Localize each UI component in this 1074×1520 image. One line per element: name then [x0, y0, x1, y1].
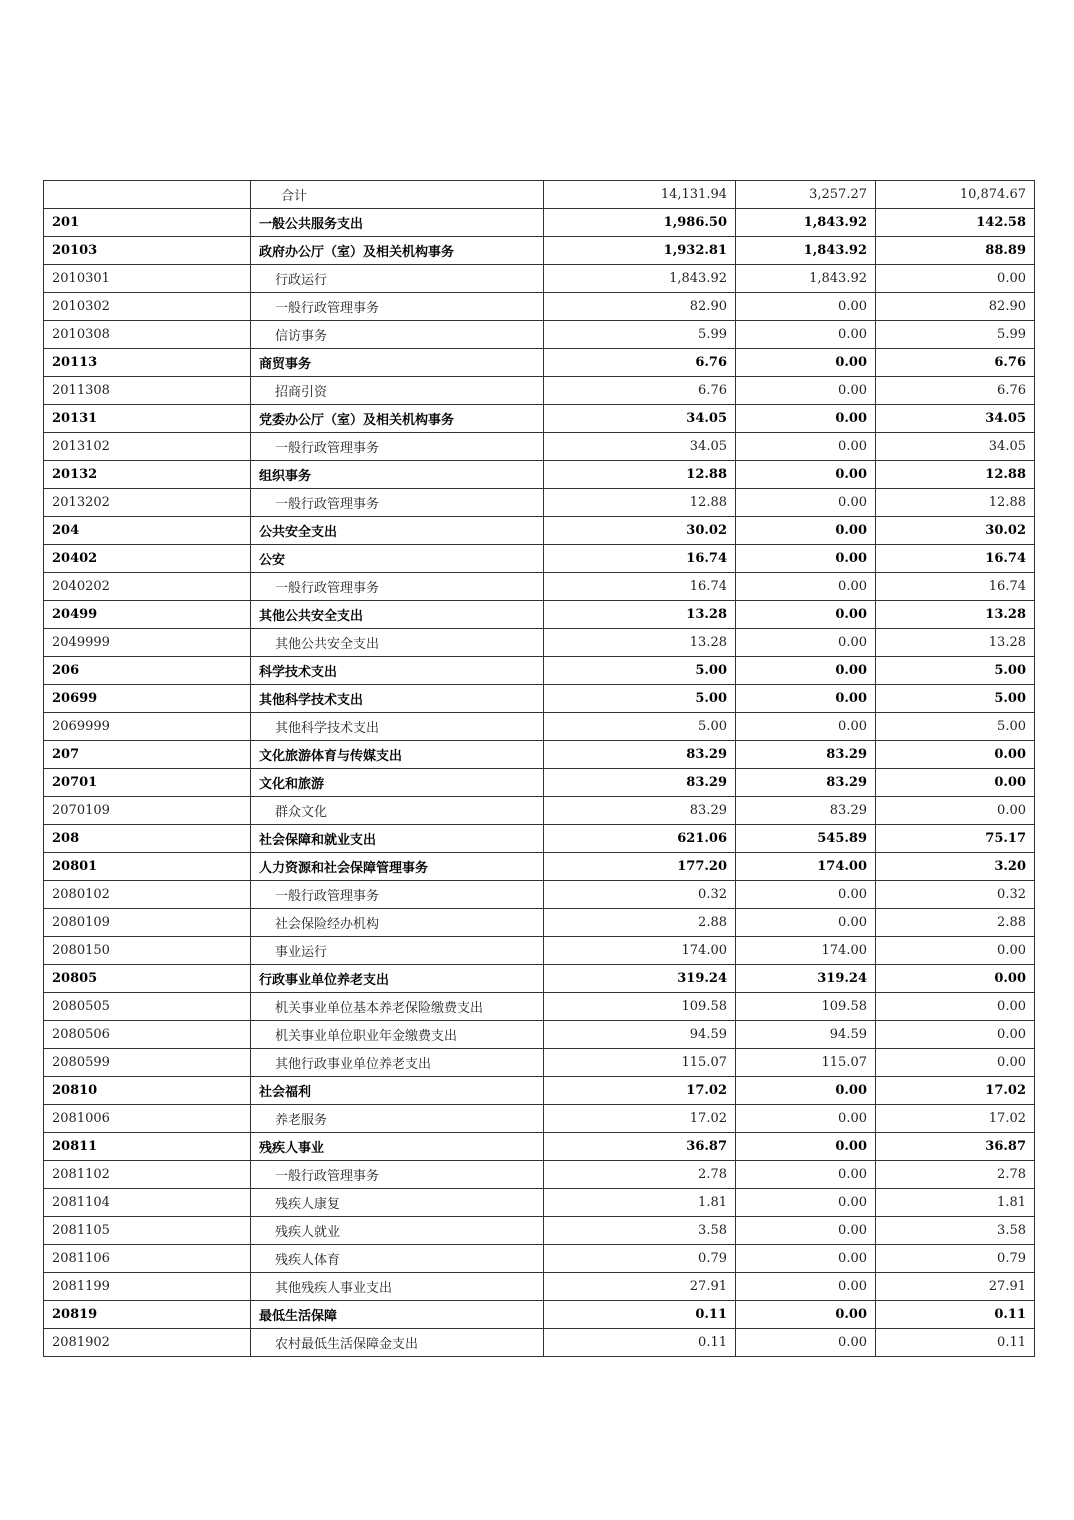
table-row [44, 517, 1035, 545]
row-total-value: 34.05 [544, 405, 736, 433]
table-row [44, 461, 1035, 489]
row-total-value: 0.11 [544, 1301, 736, 1329]
row-project-value: 17.02 [876, 1105, 1035, 1133]
row-code: 20801 [44, 853, 251, 881]
row-basic-value: 0.00 [736, 1217, 876, 1245]
row-code: 201 [44, 209, 251, 237]
row-category-name: 其他科学技术支出 [251, 685, 544, 713]
table-row [44, 181, 1035, 209]
row-project-value: 142.58 [876, 209, 1035, 237]
row-project-value: 0.00 [876, 937, 1035, 965]
row-project-value: 2.78 [876, 1161, 1035, 1189]
row-category-name: 残疾人康复 [251, 1189, 544, 1217]
row-project-value: 34.05 [876, 405, 1035, 433]
table-row [44, 433, 1035, 461]
row-total-value: 0.11 [544, 1329, 736, 1357]
row-category-name: 党委办公厅（室）及相关机构事务 [251, 405, 544, 433]
row-total-value: 83.29 [544, 769, 736, 797]
row-category-name: 事业运行 [251, 937, 544, 965]
row-category-name: 农村最低生活保障金支出 [251, 1329, 544, 1357]
row-project-value: 5.00 [876, 657, 1035, 685]
table-row [44, 573, 1035, 601]
row-total-value: 82.90 [544, 293, 736, 321]
table-row [44, 881, 1035, 909]
row-total-value: 30.02 [544, 517, 736, 545]
row-code: 20805 [44, 965, 251, 993]
row-project-value: 12.88 [876, 461, 1035, 489]
row-total-value: 6.76 [544, 377, 736, 405]
table-row [44, 265, 1035, 293]
table-row [44, 601, 1035, 629]
row-project-value: 0.11 [876, 1329, 1035, 1357]
table-row [44, 769, 1035, 797]
row-basic-value: 83.29 [736, 797, 876, 825]
row-basic-value: 83.29 [736, 769, 876, 797]
row-category-name: 一般行政管理事务 [251, 489, 544, 517]
row-project-value: 30.02 [876, 517, 1035, 545]
row-project-value: 5.99 [876, 321, 1035, 349]
row-total-value: 36.87 [544, 1133, 736, 1161]
table-row [44, 1021, 1035, 1049]
row-basic-value: 0.00 [736, 881, 876, 909]
row-code: 2081106 [44, 1245, 251, 1273]
row-code: 2081105 [44, 1217, 251, 1245]
table-body [44, 181, 1035, 1357]
row-category-name: 社会保险经办机构 [251, 909, 544, 937]
row-code [44, 181, 251, 209]
row-category-name: 商贸事务 [251, 349, 544, 377]
row-category-name: 残疾人体育 [251, 1245, 544, 1273]
table-row [44, 685, 1035, 713]
row-project-value: 0.00 [876, 769, 1035, 797]
row-category-name: 科学技术支出 [251, 657, 544, 685]
row-category-name: 人力资源和社会保障管理事务 [251, 853, 544, 881]
row-code: 206 [44, 657, 251, 685]
row-basic-value: 0.00 [736, 657, 876, 685]
row-category-name: 行政运行 [251, 265, 544, 293]
row-code: 208 [44, 825, 251, 853]
row-basic-value: 0.00 [736, 517, 876, 545]
row-total-value: 0.32 [544, 881, 736, 909]
row-basic-value: 319.24 [736, 965, 876, 993]
table-row [44, 825, 1035, 853]
row-total-value: 13.28 [544, 601, 736, 629]
row-code: 20113 [44, 349, 251, 377]
row-project-value: 5.00 [876, 685, 1035, 713]
row-total-value: 5.00 [544, 713, 736, 741]
row-code: 2080599 [44, 1049, 251, 1077]
row-code: 2010302 [44, 293, 251, 321]
row-total-value: 2.78 [544, 1161, 736, 1189]
row-basic-value: 174.00 [736, 853, 876, 881]
table-row [44, 377, 1035, 405]
row-code: 2011308 [44, 377, 251, 405]
row-project-value: 3.58 [876, 1217, 1035, 1245]
table-row [44, 993, 1035, 1021]
row-total-value: 12.88 [544, 489, 736, 517]
row-category-name: 残疾人事业 [251, 1133, 544, 1161]
table-row [44, 741, 1035, 769]
row-basic-value: 0.00 [736, 713, 876, 741]
table-row [44, 1133, 1035, 1161]
row-total-value: 5.00 [544, 685, 736, 713]
row-total-value: 17.02 [544, 1105, 736, 1133]
row-project-value: 16.74 [876, 545, 1035, 573]
row-total-value: 3.58 [544, 1217, 736, 1245]
row-project-value: 16.74 [876, 573, 1035, 601]
row-code: 2010308 [44, 321, 251, 349]
row-basic-value: 0.00 [736, 1189, 876, 1217]
row-basic-value: 0.00 [736, 909, 876, 937]
row-category-name: 社会保障和就业支出 [251, 825, 544, 853]
table-row [44, 797, 1035, 825]
table-row [44, 1245, 1035, 1273]
row-project-value: 27.91 [876, 1273, 1035, 1301]
row-code: 2040202 [44, 573, 251, 601]
table-row [44, 1105, 1035, 1133]
row-basic-value: 109.58 [736, 993, 876, 1021]
row-basic-value: 0.00 [736, 1329, 876, 1357]
row-basic-value: 0.00 [736, 629, 876, 657]
row-category-name: 招商引资 [251, 377, 544, 405]
row-code: 2080506 [44, 1021, 251, 1049]
row-project-value: 0.00 [876, 965, 1035, 993]
row-code: 20811 [44, 1133, 251, 1161]
row-code: 20810 [44, 1077, 251, 1105]
row-basic-value: 0.00 [736, 293, 876, 321]
row-project-value: 0.00 [876, 1021, 1035, 1049]
row-code: 2081199 [44, 1273, 251, 1301]
row-total-value: 12.88 [544, 461, 736, 489]
row-total-value: 16.74 [544, 545, 736, 573]
row-total-value: 13.28 [544, 629, 736, 657]
row-code: 2080505 [44, 993, 251, 1021]
row-total-value: 1,986.50 [544, 209, 736, 237]
row-total-value: 621.06 [544, 825, 736, 853]
row-category-name: 其他科学技术支出 [251, 713, 544, 741]
row-category-name: 残疾人就业 [251, 1217, 544, 1245]
row-basic-value: 83.29 [736, 741, 876, 769]
row-project-value: 6.76 [876, 377, 1035, 405]
row-total-value: 6.76 [544, 349, 736, 377]
table-row [44, 1161, 1035, 1189]
row-category-name: 其他公共安全支出 [251, 601, 544, 629]
row-category-name: 政府办公厅（室）及相关机构事务 [251, 237, 544, 265]
row-total-value: 0.79 [544, 1245, 736, 1273]
row-code: 2081006 [44, 1105, 251, 1133]
row-category-name: 机关事业单位基本养老保险缴费支出 [251, 993, 544, 1021]
row-basic-value: 1,843.92 [736, 265, 876, 293]
table-row [44, 853, 1035, 881]
row-code: 2080109 [44, 909, 251, 937]
row-category-name: 合计 [251, 181, 544, 209]
table-row [44, 321, 1035, 349]
row-total-value: 2.88 [544, 909, 736, 937]
row-project-value: 5.00 [876, 713, 1035, 741]
row-category-name: 一般公共服务支出 [251, 209, 544, 237]
row-basic-value: 0.00 [736, 1077, 876, 1105]
row-project-value: 12.88 [876, 489, 1035, 517]
row-code: 20701 [44, 769, 251, 797]
row-total-value: 5.00 [544, 657, 736, 685]
row-total-value: 17.02 [544, 1077, 736, 1105]
row-category-name: 最低生活保障 [251, 1301, 544, 1329]
row-project-value: 10,874.67 [876, 181, 1035, 209]
row-basic-value: 0.00 [736, 1161, 876, 1189]
table-row [44, 657, 1035, 685]
row-basic-value: 0.00 [736, 545, 876, 573]
row-basic-value: 0.00 [736, 573, 876, 601]
row-category-name: 一般行政管理事务 [251, 433, 544, 461]
table-row [44, 1077, 1035, 1105]
row-code: 2081104 [44, 1189, 251, 1217]
row-project-value: 6.76 [876, 349, 1035, 377]
row-total-value: 319.24 [544, 965, 736, 993]
row-project-value: 0.79 [876, 1245, 1035, 1273]
row-category-name: 其他残疾人事业支出 [251, 1273, 544, 1301]
table-row [44, 1049, 1035, 1077]
row-project-value: 0.00 [876, 797, 1035, 825]
row-project-value: 3.20 [876, 853, 1035, 881]
row-basic-value: 0.00 [736, 321, 876, 349]
row-project-value: 0.11 [876, 1301, 1035, 1329]
row-total-value: 83.29 [544, 797, 736, 825]
row-code: 20819 [44, 1301, 251, 1329]
row-total-value: 83.29 [544, 741, 736, 769]
row-basic-value: 0.00 [736, 1301, 876, 1329]
row-category-name: 信访事务 [251, 321, 544, 349]
row-basic-value: 0.00 [736, 1133, 876, 1161]
row-total-value: 34.05 [544, 433, 736, 461]
row-category-name: 一般行政管理事务 [251, 1161, 544, 1189]
row-basic-value: 0.00 [736, 685, 876, 713]
row-total-value: 14,131.94 [544, 181, 736, 209]
row-category-name: 社会福利 [251, 1077, 544, 1105]
table-row [44, 909, 1035, 937]
row-basic-value: 0.00 [736, 601, 876, 629]
table-row [44, 545, 1035, 573]
row-code: 207 [44, 741, 251, 769]
row-basic-value: 0.00 [736, 349, 876, 377]
row-basic-value: 0.00 [736, 1245, 876, 1273]
row-basic-value: 0.00 [736, 489, 876, 517]
table-row [44, 209, 1035, 237]
row-total-value: 27.91 [544, 1273, 736, 1301]
row-category-name: 一般行政管理事务 [251, 573, 544, 601]
row-project-value: 0.00 [876, 741, 1035, 769]
table-row [44, 937, 1035, 965]
row-basic-value: 115.07 [736, 1049, 876, 1077]
row-category-name: 公共安全支出 [251, 517, 544, 545]
row-category-name: 行政事业单位养老支出 [251, 965, 544, 993]
row-total-value: 174.00 [544, 937, 736, 965]
row-code: 2013102 [44, 433, 251, 461]
row-total-value: 177.20 [544, 853, 736, 881]
expenditure-table [43, 180, 1035, 1357]
row-category-name: 其他行政事业单位养老支出 [251, 1049, 544, 1077]
row-code: 2081102 [44, 1161, 251, 1189]
row-total-value: 115.07 [544, 1049, 736, 1077]
table-row [44, 1301, 1035, 1329]
row-total-value: 1,843.92 [544, 265, 736, 293]
table-row [44, 237, 1035, 265]
row-code: 20402 [44, 545, 251, 573]
table-row [44, 629, 1035, 657]
row-code: 2049999 [44, 629, 251, 657]
row-basic-value: 545.89 [736, 825, 876, 853]
row-total-value: 94.59 [544, 1021, 736, 1049]
row-category-name: 群众文化 [251, 797, 544, 825]
row-basic-value: 0.00 [736, 1273, 876, 1301]
row-total-value: 5.99 [544, 321, 736, 349]
row-code: 20699 [44, 685, 251, 713]
row-basic-value: 0.00 [736, 405, 876, 433]
row-basic-value: 0.00 [736, 377, 876, 405]
row-category-name: 机关事业单位职业年金缴费支出 [251, 1021, 544, 1049]
table-row [44, 1329, 1035, 1357]
row-basic-value: 94.59 [736, 1021, 876, 1049]
row-code: 20131 [44, 405, 251, 433]
row-project-value: 1.81 [876, 1189, 1035, 1217]
row-code: 2069999 [44, 713, 251, 741]
table-row [44, 405, 1035, 433]
row-basic-value: 1,843.92 [736, 237, 876, 265]
row-project-value: 34.05 [876, 433, 1035, 461]
row-basic-value: 0.00 [736, 1105, 876, 1133]
row-total-value: 16.74 [544, 573, 736, 601]
row-code: 20103 [44, 237, 251, 265]
table-row [44, 965, 1035, 993]
table-row [44, 1273, 1035, 1301]
row-category-name: 其他公共安全支出 [251, 629, 544, 657]
row-code: 2070109 [44, 797, 251, 825]
row-project-value: 75.17 [876, 825, 1035, 853]
row-basic-value: 0.00 [736, 433, 876, 461]
row-category-name: 组织事务 [251, 461, 544, 489]
row-category-name: 文化和旅游 [251, 769, 544, 797]
row-category-name: 公安 [251, 545, 544, 573]
table-row [44, 1217, 1035, 1245]
row-code: 20499 [44, 601, 251, 629]
row-project-value: 17.02 [876, 1077, 1035, 1105]
row-code: 2080102 [44, 881, 251, 909]
row-project-value: 13.28 [876, 629, 1035, 657]
row-category-name: 一般行政管理事务 [251, 881, 544, 909]
table-row [44, 489, 1035, 517]
table-row [44, 1189, 1035, 1217]
row-code: 2080150 [44, 937, 251, 965]
row-total-value: 1.81 [544, 1189, 736, 1217]
table-row [44, 293, 1035, 321]
row-basic-value: 0.00 [736, 461, 876, 489]
row-project-value: 0.32 [876, 881, 1035, 909]
row-project-value: 0.00 [876, 265, 1035, 293]
row-project-value: 2.88 [876, 909, 1035, 937]
row-total-value: 1,932.81 [544, 237, 736, 265]
row-code: 204 [44, 517, 251, 545]
row-basic-value: 1,843.92 [736, 209, 876, 237]
table-row [44, 349, 1035, 377]
row-category-name: 文化旅游体育与传媒支出 [251, 741, 544, 769]
row-project-value: 82.90 [876, 293, 1035, 321]
row-project-value: 88.89 [876, 237, 1035, 265]
row-code: 20132 [44, 461, 251, 489]
row-code: 2010301 [44, 265, 251, 293]
row-category-name: 一般行政管理事务 [251, 293, 544, 321]
row-project-value: 0.00 [876, 993, 1035, 1021]
row-project-value: 36.87 [876, 1133, 1035, 1161]
row-total-value: 109.58 [544, 993, 736, 1021]
row-basic-value: 174.00 [736, 937, 876, 965]
row-category-name: 养老服务 [251, 1105, 544, 1133]
row-code: 2081902 [44, 1329, 251, 1357]
row-project-value: 0.00 [876, 1049, 1035, 1077]
row-basic-value: 3,257.27 [736, 181, 876, 209]
table-row [44, 713, 1035, 741]
row-project-value: 13.28 [876, 601, 1035, 629]
row-code: 2013202 [44, 489, 251, 517]
